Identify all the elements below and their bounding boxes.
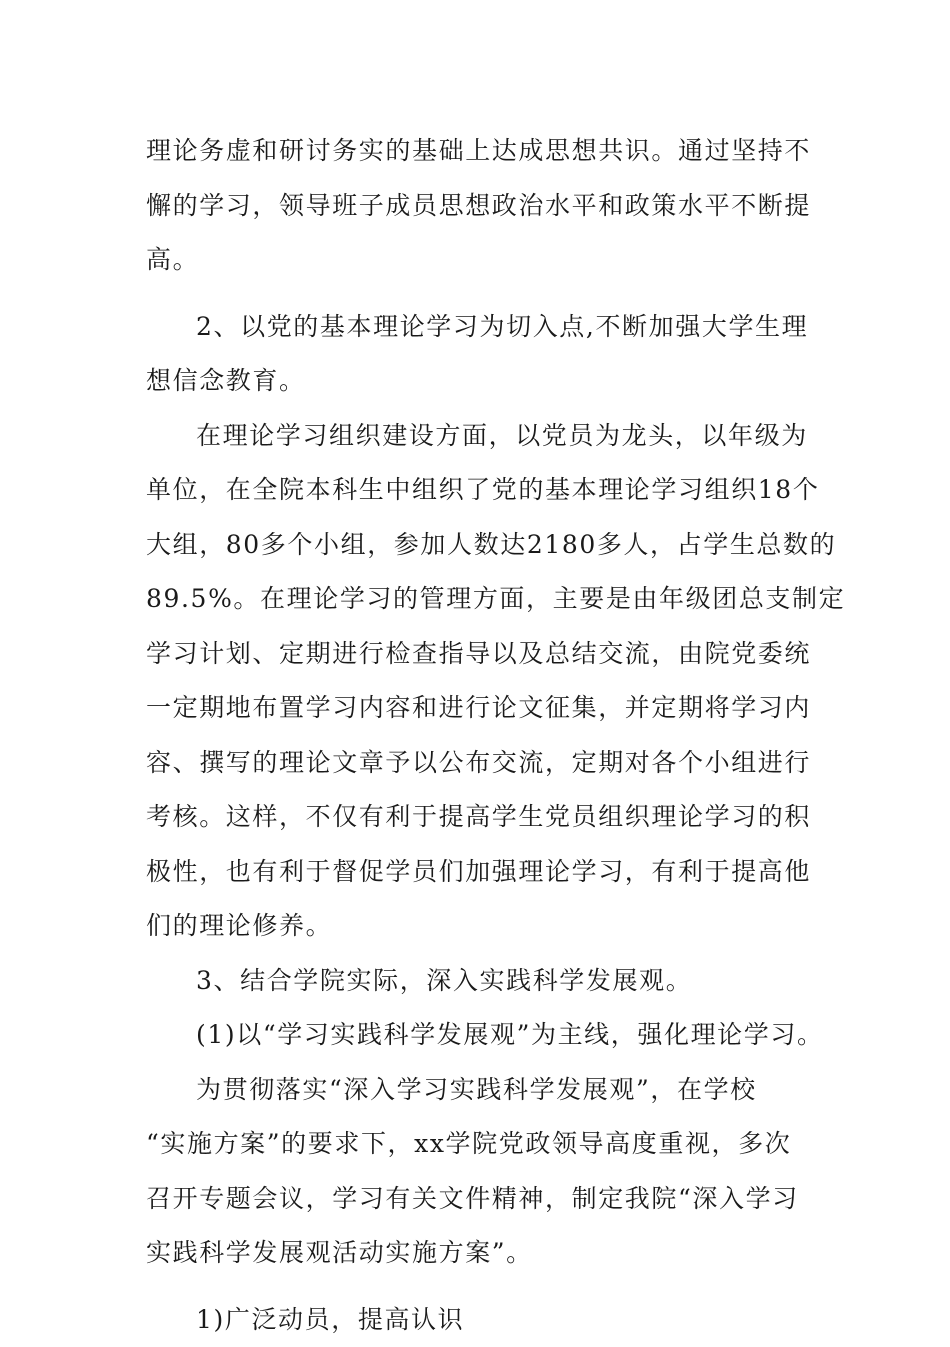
section-heading-3: 3、结合学院实际，深入实践科学发展观。 <box>146 954 826 1009</box>
paragraph-line: 高。 <box>146 233 826 288</box>
paragraph-line: 考核。这样，不仅有利于提高学生党员组织理论学习的积 <box>146 790 826 845</box>
subsection-heading-1: (1)以“学习实践科学发展观”为主线，强化理论学习。 <box>146 1008 826 1063</box>
paragraph-line: 89.5%。在理论学习的管理方面，主要是由年级团总支制定 <box>146 572 826 627</box>
paragraph-line: 极性，也有利于督促学员们加强理论学习，有利于提高他 <box>146 845 826 900</box>
paragraph-line: 理论务虚和研讨务实的基础上达成思想共识。通过坚持不 <box>146 124 826 179</box>
paragraph-line: 懈的学习，领导班子成员思想政治水平和政策水平不断提 <box>146 179 826 234</box>
paragraph-line: 单位，在全院本科生中组织了党的基本理论学习组织18个 <box>146 463 826 518</box>
document-body <box>146 124 826 1347</box>
paragraph-line: 召开专题会议，学习有关文件精神，制定我院“深入学习 <box>146 1172 826 1227</box>
paragraph-line: 一定期地布置学习内容和进行论文征集，并定期将学习内 <box>146 681 826 736</box>
paragraph-line: “实施方案”的要求下，xx学院党政领导高度重视，多次 <box>146 1117 826 1172</box>
paragraph-line: 为贯彻落实“深入学习实践科学发展观”，在学校 <box>146 1063 826 1118</box>
paragraph-line: 大组，80多个小组，参加人数达2180多人，占学生总数的 <box>146 518 826 573</box>
section-heading-2-cont: 想信念教育。 <box>146 354 826 409</box>
paragraph-line: 们的理论修养。 <box>146 899 826 954</box>
paragraph-line: 实践科学发展观活动实施方案”。 <box>146 1226 826 1281</box>
paragraph-line: 容、撰写的理论文章予以公布交流，定期对各个小组进行 <box>146 736 826 791</box>
section-heading-2: 2、以党的基本理论学习为切入点,不断加强大学生理 <box>146 300 826 355</box>
item-heading-1: 1)广泛动员，提高认识 <box>146 1293 826 1347</box>
paragraph-line: 学习计划、定期进行检查指导以及总结交流，由院党委统 <box>146 627 826 682</box>
paragraph-line: 在理论学习组织建设方面，以党员为龙头，以年级为 <box>146 409 826 464</box>
